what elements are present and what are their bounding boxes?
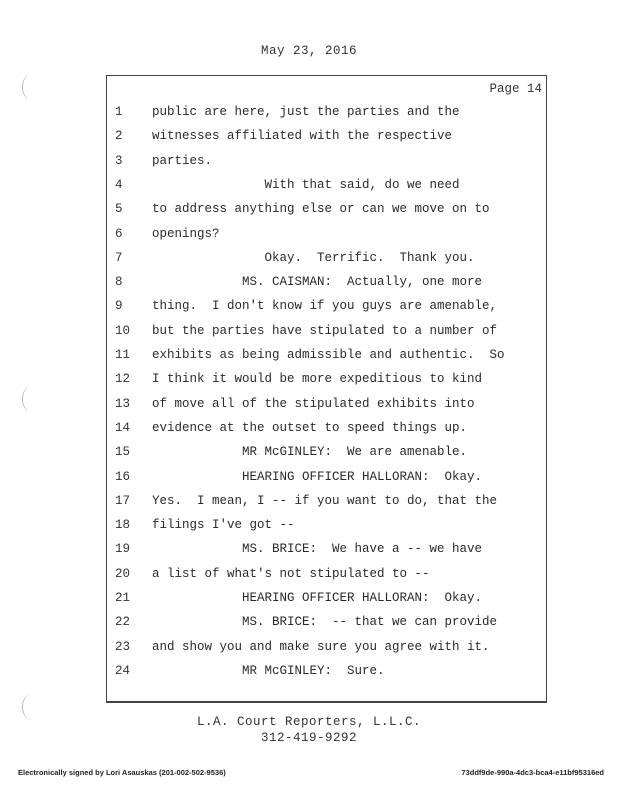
line-text: HEARING OFFICER HALLORAN: Okay. — [152, 591, 483, 605]
line-number: 1 — [115, 105, 123, 119]
line-number: 14 — [115, 420, 131, 435]
line-text: exhibits as being admissible and authentic. So — [152, 348, 505, 362]
transcript-line — [107, 173, 618, 197]
transcript-line — [107, 562, 618, 586]
line-text: to address anything else or can we move on to — [152, 202, 490, 217]
line-text: thing. I don't know if you guys are amenable, — [152, 299, 498, 314]
line-text: MR McGINLEY: We are amenable. — [152, 445, 468, 460]
court-reporter-footer — [0, 714, 618, 746]
reporter-phone: 312-419-9292 — [260, 731, 357, 745]
transcript-line — [107, 659, 618, 683]
transcript-line — [107, 222, 618, 246]
line-number: 24 — [115, 663, 131, 678]
transcript-line — [107, 197, 618, 221]
transcript-line — [107, 465, 618, 489]
transcript-line — [107, 635, 618, 659]
line-number: 18 — [115, 518, 131, 533]
line-text: MS. BRICE: We have a -- we have — [152, 542, 483, 557]
line-number: 11 — [115, 348, 131, 362]
line-text: openings? — [152, 226, 220, 241]
line-number: 13 — [115, 396, 131, 411]
line-number: 9 — [115, 299, 123, 314]
line-number: 21 — [115, 591, 131, 605]
transcript-line — [107, 246, 618, 270]
line-text: public are here, just the parties and the — [152, 105, 460, 119]
electronic-signature: Electronically signed by Lori Asauskas (201-002-502-9536) — [18, 768, 226, 777]
line-number: 5 — [115, 202, 123, 217]
reporter-name: L.A. Court Reporters, L.L.C. — [196, 715, 422, 729]
line-text: With that said, do we need — [152, 177, 460, 192]
line-text: of move all of the stipulated exhibits into — [152, 396, 475, 411]
line-number: 16 — [115, 469, 131, 484]
line-text: MS. CAISMAN: Actually, one more — [152, 275, 483, 290]
line-text: but the parties have stipulated to a number of — [152, 323, 498, 338]
line-number: 2 — [115, 129, 123, 144]
transcript-line — [107, 270, 618, 294]
transcript-line — [107, 367, 618, 391]
transcript-line — [107, 124, 618, 148]
line-number: 10 — [115, 323, 131, 338]
transcript-line — [107, 294, 618, 318]
transcript-page — [106, 75, 547, 703]
line-number: 22 — [115, 615, 131, 630]
line-number: 20 — [115, 566, 131, 581]
line-text: MR McGINLEY: Sure. — [152, 663, 385, 678]
line-text: and show you and make sure you agree with it. — [152, 639, 490, 654]
line-number: 7 — [115, 250, 123, 265]
line-text: I think it would be more expeditious to kind — [152, 372, 483, 387]
line-text: evidence at the outset to speed things up. — [152, 420, 468, 435]
transcript-line — [107, 416, 618, 440]
line-text: HEARING OFFICER HALLORAN: Okay. — [152, 469, 483, 484]
line-text: parties. — [152, 153, 213, 168]
document-hash: 73ddf9de-990a-4dc3-bca4-e11bf95316ed — [461, 768, 604, 777]
line-number: 12 — [115, 372, 131, 387]
transcript-line — [107, 513, 618, 537]
line-number: 3 — [115, 153, 123, 168]
punch-hole-top — [22, 74, 41, 100]
line-number: 8 — [115, 275, 123, 290]
punch-hole-middle — [22, 386, 41, 412]
transcript-line — [107, 610, 618, 634]
line-text: Okay. Terrific. Thank you. — [152, 250, 475, 265]
line-number: 17 — [115, 493, 131, 508]
line-number: 15 — [115, 445, 131, 460]
line-text: MS. BRICE: -- that we can provide — [152, 615, 498, 630]
transcript-line — [107, 392, 618, 416]
line-text: Yes. I mean, I -- if you want to do, that the — [152, 493, 498, 508]
header-date: May 23, 2016 — [260, 44, 357, 58]
transcript-line — [107, 343, 618, 367]
transcript-line — [107, 440, 618, 464]
transcript-line — [107, 537, 618, 561]
line-number: 4 — [115, 177, 123, 192]
transcript-line — [107, 489, 618, 513]
line-text: witnesses affiliated with the respective — [152, 129, 453, 144]
transcript-line — [107, 100, 618, 124]
transcript-line — [107, 149, 618, 173]
transcript-line — [107, 319, 618, 343]
line-number: 19 — [115, 542, 131, 557]
line-number: 6 — [115, 226, 123, 241]
line-number: 23 — [115, 639, 131, 654]
transcript-line — [107, 586, 618, 610]
line-text: filings I've got -- — [152, 518, 295, 533]
page-number: Page 14 — [489, 82, 542, 96]
line-text: a list of what's not stipulated to -- — [152, 566, 430, 581]
